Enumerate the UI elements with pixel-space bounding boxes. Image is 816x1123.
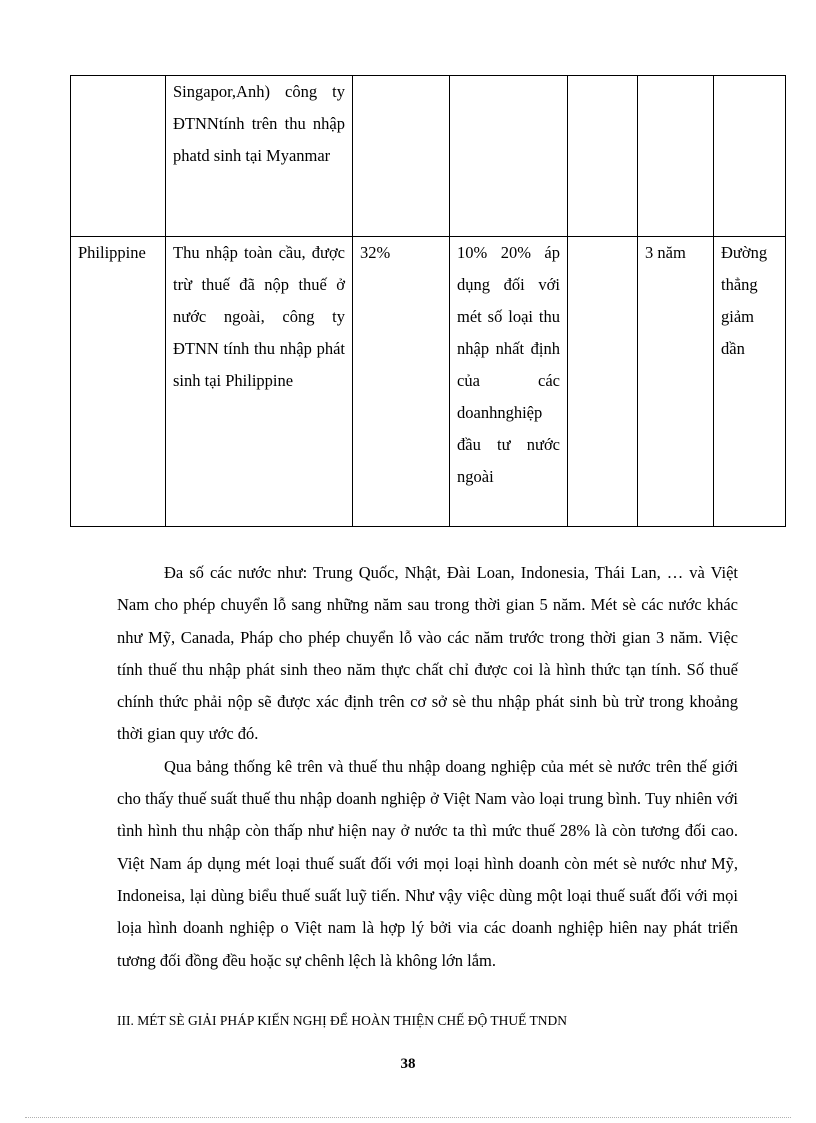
page-number: 38 <box>400 1056 416 1072</box>
page-bottom-rule <box>25 1117 791 1118</box>
rate-cell: 32% <box>353 237 450 527</box>
country-cell <box>71 76 166 237</box>
paragraph: Đa số các nước như: Trung Quốc, Nhật, Đài Loan, Indonesia, Thái Lan, … và Việt Nam cho phép chuyển lỗ sang những năm sau trong thời gian 5 năm. Mét sè các nước khác như Mỹ, Canada, Pháp cho phép chuyển lỗ vào các năm trước trong thời gian 3 năm. Việc tính thuế thu nhập phát sinh theo năm thực chất chỉ được coi là hình thức tạn tính. Số thuế chính thức phải nộp sẽ được xác định trên cơ sở sè thu nhập phát sinh bù trừ trong khoảng thời gian quy ước đó. <box>117 563 738 744</box>
paragraph: Qua bảng thống kê trên và thuế thu nhập doang nghiệp của mét sè nước trên thế giới cho thấy thuế suất thuế thu nhập doanh nghiệp ở Việt Nam vào loại trung bình. Tuy nhiên với tình hình thu nhập còn thấp như hiện nay ở nước ta thì mức thuế 28% là còn tương đối cao. Việt Nam áp dụng mét loại thuế suất đối với mọi loại hình doanh còn mét sè nước như Mỹ, Indoneisa, lại dùng biểu thuế suất luỹ tiến. Như vậy việc dùng một loại thuế suất đối với mọi loịa hình doanh nghiệp o Việt nam là hợp lý bởi via các doanh nghiệp hiên nay phát triển tương đối đồng đều hoặc sự chênh lệch là không lớn lắm. <box>117 756 738 970</box>
empty-cell <box>568 237 638 527</box>
table-row <box>71 237 786 527</box>
special-rate-cell <box>450 76 568 237</box>
empty-cell <box>568 76 638 237</box>
tax-base-cell: Singapor,Anh) công ty ĐTNNtính trên thu nhập phatd sinh tại Myanmar <box>166 76 353 237</box>
section-heading: III. MÉT SÈ GIẢI PHÁP KIẾN NGHỊ ĐỂ HOÀN THIỆN CHẾ ĐỘ THUẾ TNDN <box>117 1013 567 1028</box>
tax-comparison-table <box>70 75 786 527</box>
depreciation-cell: Đường thẳng giảm dần <box>714 237 786 527</box>
tax-base-cell: Thu nhập toàn cầu, được trừ thuế đã nộp thuế ở nước ngoài, công ty ĐTNN tính thu nhập phát sinh tại Philippine <box>166 237 353 527</box>
table-row <box>71 76 786 237</box>
rate-cell <box>353 76 450 237</box>
country-cell: Philippine <box>71 237 166 527</box>
loss-carry-cell <box>638 76 714 237</box>
special-rate-cell: 10% 20% áp dụng đối với mét số loại thu nhập nhất định của các doanhnghiệp đầu tư nước ngoài <box>450 237 568 527</box>
loss-carry-cell: 3 năm <box>638 237 714 527</box>
body-text <box>117 557 738 977</box>
depreciation-cell <box>714 76 786 237</box>
